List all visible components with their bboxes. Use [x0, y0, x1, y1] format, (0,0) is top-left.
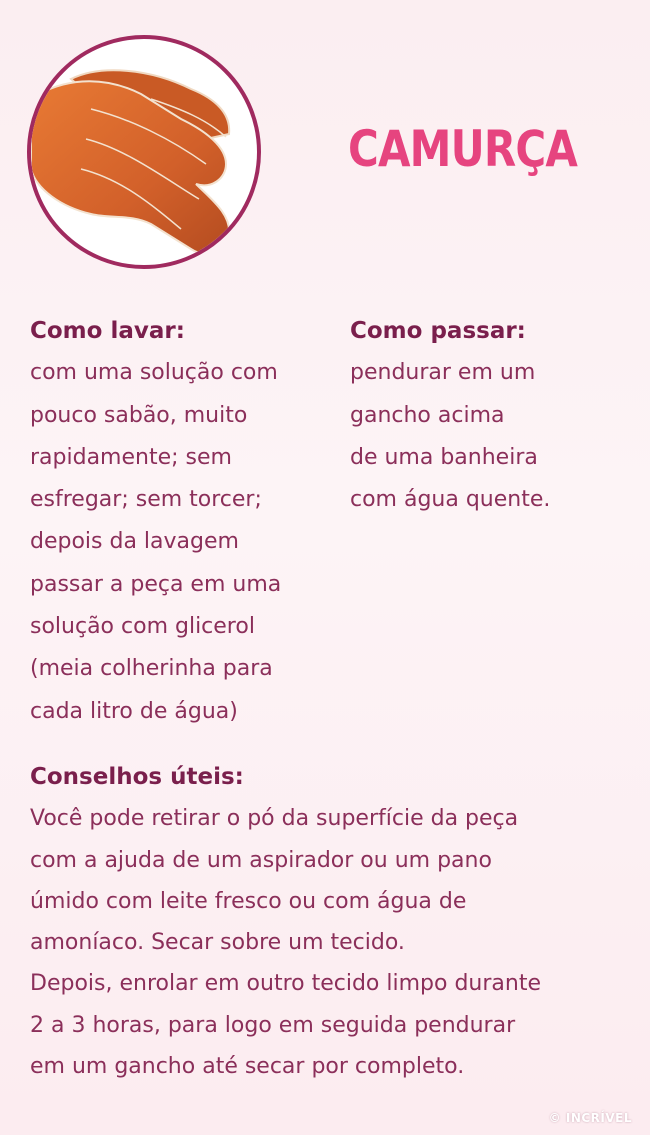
tips-line: 2 a 3 horas, para logo em seguida pendurar [30, 1012, 516, 1038]
wash-line: com uma solução com [30, 360, 278, 386]
iron-heading: Como passar: [350, 318, 526, 344]
tips-heading: Conselhos úteis: [30, 764, 244, 790]
suede-gloves-image [27, 35, 261, 269]
iron-section [350, 310, 630, 521]
iron-line: pendurar em um [350, 360, 536, 386]
tips-line: úmido com leite fresco ou com água de [30, 888, 467, 914]
tips-line: Depois, enrolar em outro tecido limpo durante [30, 971, 541, 997]
watermark: © INCRÍVEL [548, 1111, 632, 1125]
wash-line: depois da lavagem [30, 529, 239, 555]
tips-line: com a ajuda de um aspirador ou um pano [30, 847, 492, 873]
tips-line: Você pode retirar o pó da superfície da peça [30, 806, 519, 832]
wash-line: pouco sabão, muito [30, 402, 248, 428]
tips-line: em um gancho até secar por completo. [30, 1054, 465, 1080]
wash-heading: Como lavar: [30, 318, 185, 344]
wash-line: esfregar; sem torcer; [30, 487, 262, 513]
tips-section [30, 757, 630, 1087]
wash-line: rapidamente; sem [30, 444, 232, 470]
tips-line: amoníaco. Secar sobre um tecido. [30, 930, 405, 956]
wash-line: solução com glicerol [30, 614, 255, 640]
page-title: CAMURÇA [348, 120, 578, 178]
iron-line: com água quente. [350, 487, 551, 513]
iron-line: gancho acima [350, 402, 505, 428]
wash-line: (meia colherinha para [30, 656, 273, 682]
wash-section [30, 310, 320, 733]
wash-line: passar a peça em uma [30, 571, 282, 597]
iron-line: de uma banheira [350, 444, 538, 470]
wash-line: cada litro de água) [30, 698, 238, 724]
glove-illustration [31, 39, 257, 265]
